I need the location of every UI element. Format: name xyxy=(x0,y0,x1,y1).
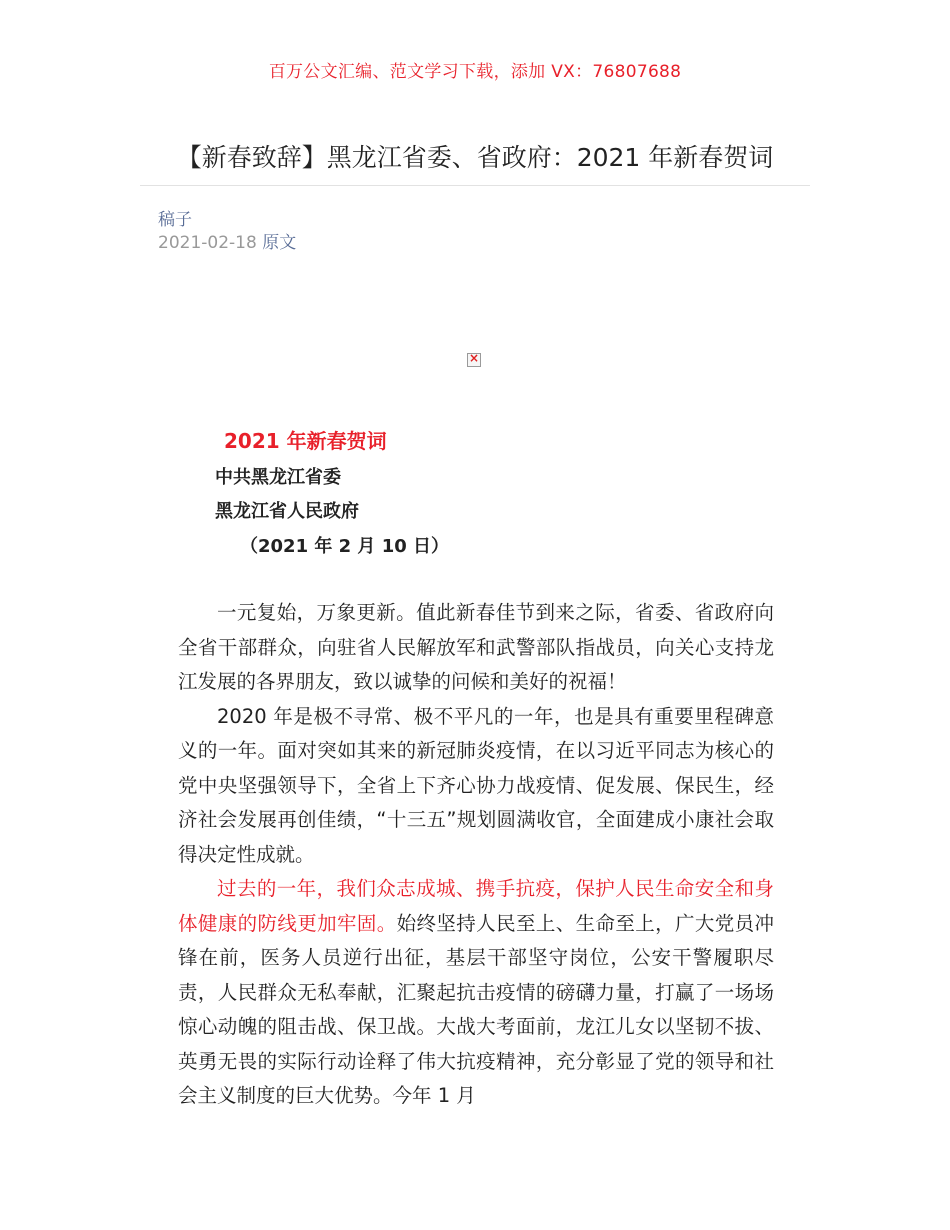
greeting-heading: 2021 年新春贺词 xyxy=(224,429,387,453)
paragraph xyxy=(178,700,774,873)
promo-banner: 百万公文汇编、范文学习下载，添加 VX：76807688 xyxy=(268,62,682,82)
title-divider xyxy=(140,185,810,186)
paragraph: 一元复始，万象更新。值此新春佳节到来之际，省委、省政府向全省干部群众，向驻省人民解放军和武警部队指战员，向关心支持龙江发展的各界朋友，致以诚挚的问候和美好的祝福！ xyxy=(178,601,774,693)
greeting-org-party: 中共黑龙江省委 xyxy=(215,467,341,488)
paragraph-text: 2020 年是极不寻常、极不平凡的一年，也是具有重要里程碑意义的一年。面对突如其来的新冠肺炎疫情，在以习近平同志为核心的党中央坚强领导下，全省上下齐心协力战疫情、促发展、保民生，经济社会发展再创佳绩，“十三五”规划圆满收官，全面建成小康社会取得决定性成就。 xyxy=(178,704,774,866)
highlight-text: 过去的一年，我们众志成城、携手抗疫，保护人民生命安全和身体健康的防线更加牢固。 xyxy=(178,877,774,935)
article-meta xyxy=(158,228,296,253)
greeting-date: （2021 年 2 月 10 日） xyxy=(240,536,450,557)
article-body xyxy=(178,596,774,1114)
greeting-org-government: 黑龙江省人民政府 xyxy=(215,501,359,522)
broken-image-icon: × xyxy=(468,351,480,365)
author-link[interactable]: 稿子 xyxy=(158,210,192,230)
article-title: 【新春致辞】黑龙江省委、省政府：2021 年新春贺词 xyxy=(176,143,774,172)
publish-date: 2021-02-18 xyxy=(158,233,257,253)
paragraph-text: 始终坚持人民至上、生命至上，广大党员冲锋在前，医务人员逆行出征，基层干部坚守岗位，公安干警履职尽责，人民群众无私奉献，汇聚起抗击疫情的磅礴力量，打赢了一场场惊心动魄的阻击战、保卫战。大战大考面前，龙江儿女以坚韧不拔、英勇无畏的实际行动诠释了伟大抗疫精神，充分彰显了党的领导和社会主义制度的巨大优势。今年 1 月 xyxy=(178,911,774,1107)
paragraph xyxy=(178,872,774,1114)
original-link[interactable]: 原文 xyxy=(262,233,297,253)
